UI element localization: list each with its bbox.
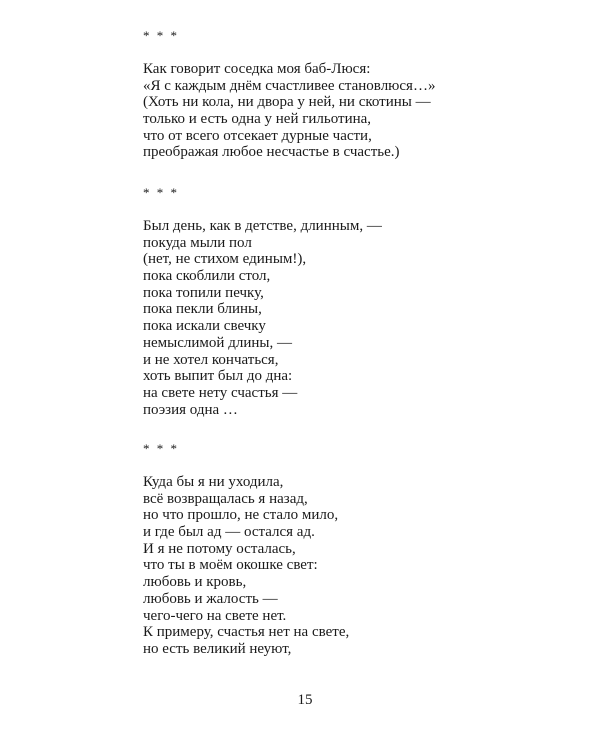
poem-line: но есть великий неуют, — [143, 640, 292, 657]
poem-line: немыслимой длины, — — [143, 334, 292, 351]
poem-block — [143, 441, 349, 658]
poem-line: Куда бы я ни уходила, — [143, 474, 284, 490]
poem-line: К примеру, счастья нет на свете, — [143, 624, 350, 641]
poem-line: пока топили печку, — [143, 284, 264, 301]
poem-block — [143, 28, 435, 161]
poem-line: чего-чего на свете нет. — [143, 607, 287, 624]
page-number: 15 — [297, 692, 313, 708]
poem-line: всё возвращалась я назад, — [143, 490, 308, 507]
poem-line: любовь и кровь, — [143, 574, 247, 591]
section-separator: * * * — [143, 441, 179, 456]
poem-line: пока пекли блины, — [143, 301, 262, 318]
section-separator: * * * — [143, 185, 179, 200]
poem-line: любовь и жалость — — [143, 590, 278, 607]
poem-line: что от всего отсекает дурные части, — [143, 127, 372, 144]
poem-line: поэзия одна … — [143, 401, 238, 418]
poem-line: Как говорит соседка моя баб-Люся: — [143, 61, 371, 77]
poem-line: «Я с каждым днём счастливее становлюся…» — [143, 77, 436, 94]
poem-line: преображая любое несчастье в счастье.) — [143, 144, 400, 161]
poem-block — [143, 185, 382, 418]
poem-line: на свете нету счастья — — [143, 384, 298, 401]
poem-line: что ты в моём окошке свет: — [143, 557, 318, 574]
poem-line: пока скоблили стол, — [143, 268, 271, 285]
poem-line: Был день, как в детстве, длинным, — — [143, 218, 382, 234]
section-separator: * * * — [143, 28, 179, 43]
poem-line: пока искали свечку — [143, 318, 266, 335]
poem-line: И я не потому осталась, — [143, 540, 296, 557]
poem-line: но что прошло, не стало мило, — [143, 507, 339, 524]
poem-line: хоть выпит был до дна: — [143, 368, 293, 385]
poem-line: и не хотел кончаться, — [143, 351, 279, 368]
poem-line: только и есть одна у ней гильотина, — [143, 111, 372, 128]
poem-line: (нет, не стихом единым!), — [143, 251, 307, 268]
poem-line: (Хоть ни кола, ни двора у ней, ни скотины — — [143, 94, 431, 111]
poem-line: покуда мыли пол — [143, 234, 252, 251]
poem-line: и где был ад — остался ад. — [143, 524, 315, 541]
